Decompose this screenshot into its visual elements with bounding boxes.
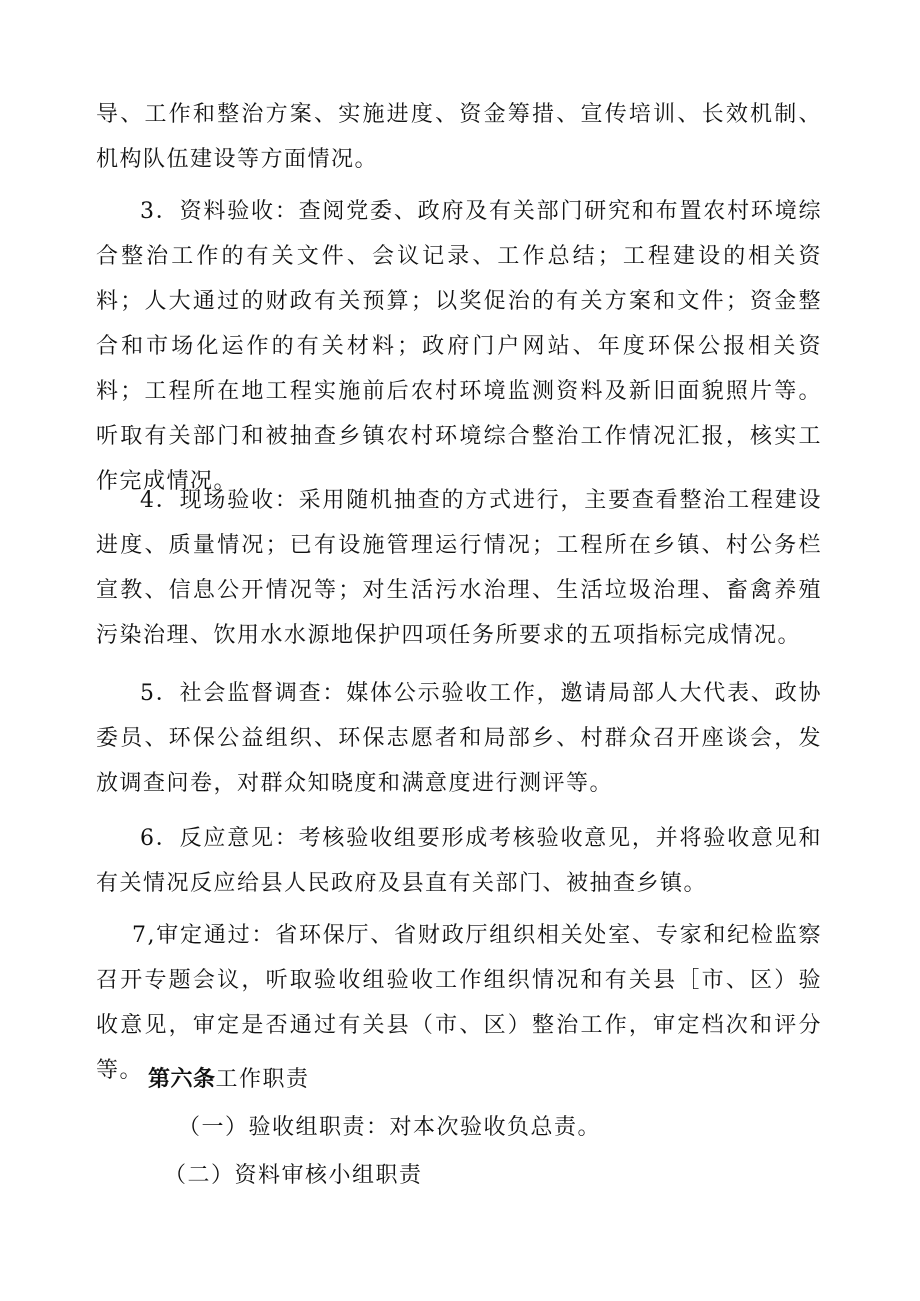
list-item-acceptance-group-duty: （一）验收组职责：对本次验收负总责。 [178, 1115, 602, 1140]
list-item-document-review-team-duty: （二）资料审核小组职责 [164, 1163, 423, 1188]
paragraph-item-7-approval: 7,审定通过：省环保厅、省财政厅组织相关处室、专家和纪检监察召开专题会议，听取验收组验收工作组织情况和有关县［市、区）验收意见，审定是否通过有关县（市、区）整治工作，审定档次和评分等。 [96, 923, 822, 1083]
paragraph-item-5-public-survey: 5．社会监督调查：媒体公示验收工作，邀请局部人大代表、政协委员、环保公益组织、环保志愿者和局部乡、村群众召开座谈会，发放调查问卷，对群众知晓度和满意度进行测评等。 [96, 681, 822, 796]
paragraph-continuation: 导、工作和整治方案、实施进度、资金筹措、宣传培训、长效机制、机构队伍建设等方面情况。 [96, 102, 822, 172]
paragraph-item-3-document-review: 3．资料验收：查阅党委、政府及有关部门研究和布置农村环境综合整治工作的有关文件、会议记录、工作总结；工程建设的相关资料；人大通过的财政有关预算；以奖促治的有关方案和文件；资金整合和市场化运作的有关材料；政府门户网站、年度环保公报相关资料；工程所在地工程实施前后农村环境监测资料及新旧面貌照片等。听取有关部门和被抽查乡镇农村环境综合整治工作情况汇报，核实工作完成情况。 [96, 199, 822, 494]
article-6-heading [148, 1057, 310, 1102]
paragraph-item-6-feedback: 6．反应意见：考核验收组要形成考核验收意见，并将验收意见和有关情况反应给县人民政府及县直有关部门、被抽查乡镇。 [96, 826, 822, 896]
paragraph-item-4-site-inspection: 4．现场验收：采用随机抽查的方式进行，主要查看整治工程建设进度、质量情况；已有设施管理运行情况；工程所在乡镇、村公务栏宣教、信息公开情况等；对生活污水治理、生活垃圾治理、畜禽养殖污染治理、饮用水水源地保护四项任务所要求的五项指标完成情况。 [96, 488, 822, 648]
article-6-title: 工作职责 [215, 1067, 310, 1092]
article-6-label: 第六条 [148, 1067, 216, 1092]
